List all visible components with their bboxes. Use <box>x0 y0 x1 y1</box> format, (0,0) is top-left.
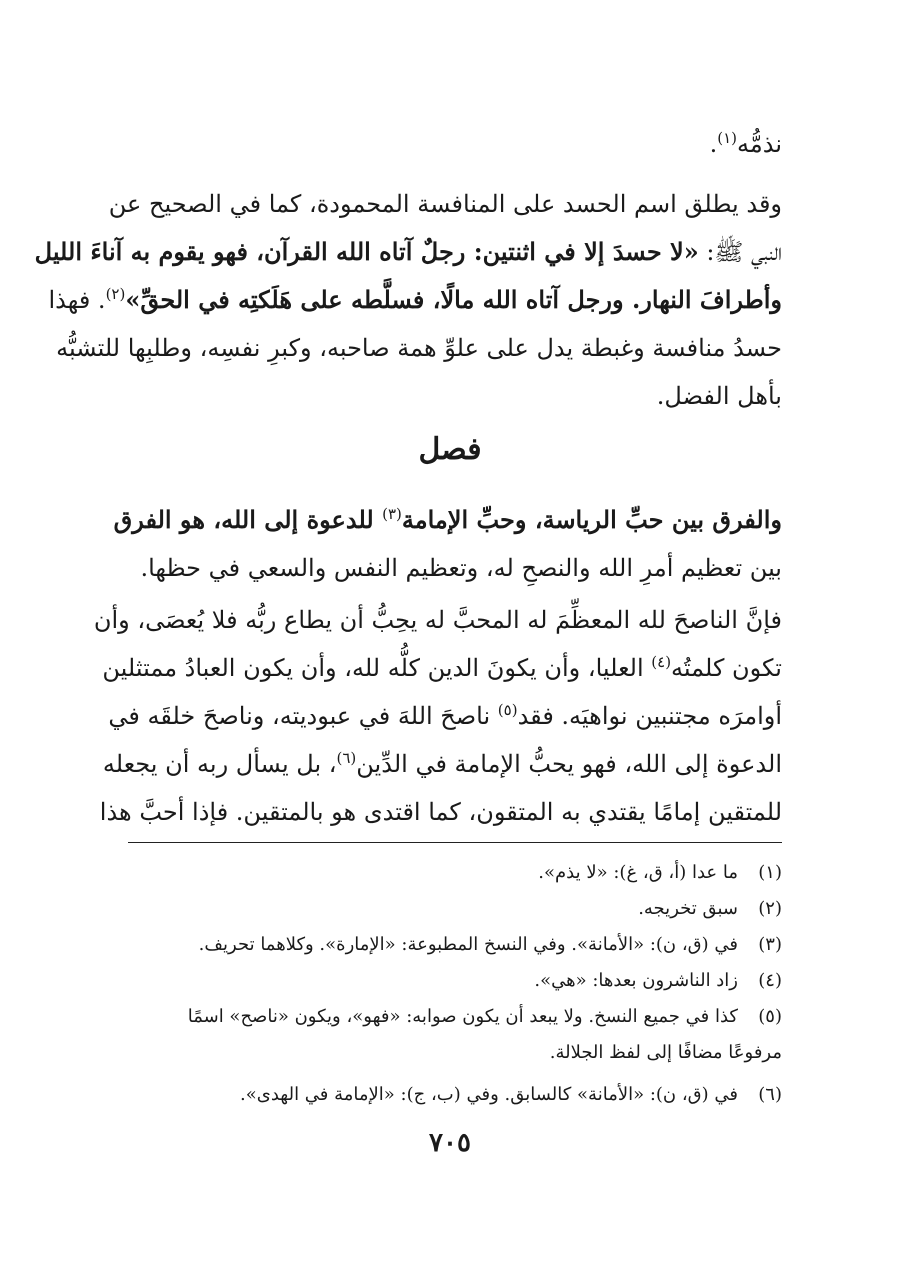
text-line: للمتقين إمامًا يقتدي به المتقون، كما اقتدى هو بالمتقين. فإذا أحبَّ هذا <box>99 798 782 826</box>
text-line: حسدُ منافسة وغبطة يدل على علوِّ همة صاحبه، وكبرِ نفسِه، وطلبِها للتشبُّه <box>56 334 782 362</box>
footnote <box>118 1002 782 1032</box>
hadith-quote: «لا حسدَ إلا في اثنتين: رجلٌ آتاه الله القرآن، فهو يقوم به آناءَ الليل <box>34 237 699 266</box>
footnote-continuation: مرفوعًا مضافًا إلى لفظ الجلالة. <box>549 1042 782 1063</box>
footnote-divider <box>128 842 782 843</box>
footnote-text: في (ق، ن): «الأمانة». وفي النسخ المطبوعة: «الإمارة». وكلاهما تحريف. <box>198 934 738 955</box>
text-run-bold: والفرق بين حبِّ الرياسة، وحبِّ الإمامة <box>401 505 782 534</box>
text-line: وقد يطلق اسم الحسد على المنافسة المحمودة، كما في الصحيح عن <box>108 190 782 218</box>
text-run: أوامرَه مجتنبين نواهيَه. فقد <box>517 702 782 730</box>
text-line: بأهل الفضل. <box>656 382 782 410</box>
footnote-ref[interactable]: (٣) <box>382 505 402 523</box>
footnote <box>118 1080 782 1110</box>
footnote <box>118 930 782 960</box>
footnote-number: (٥) <box>758 1006 782 1027</box>
footnote-number: (٣) <box>758 934 782 955</box>
text-run: تكون كلمتُه <box>671 654 782 682</box>
text-line <box>48 280 782 320</box>
footnote <box>118 858 782 888</box>
section-heading: فصل <box>418 432 482 467</box>
footnote-ref[interactable]: (٦) <box>336 749 357 767</box>
footnote <box>118 966 782 996</box>
text-line <box>102 744 782 784</box>
text-line <box>113 500 782 540</box>
footnote-text: كذا في جميع النسخ. ولا يبعد أن يكون صوابه: «فهو»، ويكون «ناصح» اسمًا <box>187 1006 738 1027</box>
page-number: ٧٠٥ <box>429 1128 471 1158</box>
footnote-text: في (ق، ن): «الأمانة» كالسابق. وفي (ب، ج): «الإمامة في الهدى». <box>240 1084 738 1105</box>
text-line <box>102 648 782 688</box>
footnote-text: زاد الناشرون بعدها: «هي». <box>534 970 738 991</box>
footnote-ref[interactable]: (١) <box>717 129 737 147</box>
text-run: . <box>709 130 718 158</box>
text-line <box>118 124 782 164</box>
footnote-ref[interactable]: (٥) <box>497 701 518 719</box>
footnote-text: سبق تخريجه. <box>638 898 738 919</box>
text-run: العليا، وأن يكونَ الدين كلُّه لله، وأن يكون العبادُ ممتثلين <box>102 654 652 682</box>
text-run: النبي ﷺ: <box>698 238 782 266</box>
footnote-text: ما عدا (أ، ق، غ): «لا يذم». <box>538 862 738 883</box>
footnote-ref[interactable]: (٤) <box>651 653 672 671</box>
hadith-quote: وأطرافَ النهار. ورجل آتاه الله مالًا، فسلَّطه على هَلَكتِه في الحقِّ» <box>125 285 782 314</box>
text-line <box>34 232 782 272</box>
text-run: ناصحَ اللهَ في عبوديته، وناصحَ خلقَه في <box>108 702 498 730</box>
text-line: فإنَّ الناصحَ لله المعظِّمَ له المحبَّ له يحِبُّ أن يطاع ربُّه فلا يُعصَى، وأن <box>93 606 782 634</box>
footnote-number: (١) <box>758 862 782 883</box>
text-line: بين تعظيم أمرِ الله والنصحِ له، وتعظيم النفس والسعي في حظها. <box>140 554 782 582</box>
footnote-number: (٢) <box>758 898 782 919</box>
text-run: الدعوة إلى الله، فهو يحبُّ الإمامة في الدِّين <box>356 750 782 778</box>
footnote-number: (٤) <box>758 970 782 991</box>
text-line <box>108 696 782 736</box>
text-run: نذمُّه <box>737 130 782 158</box>
footnote-ref[interactable]: (٢) <box>105 285 126 303</box>
text-run: . فهذا <box>48 286 106 314</box>
footnote-number: (٦) <box>758 1084 782 1105</box>
text-run-bold: للدعوة إلى الله، هو الفرق <box>113 505 383 534</box>
footnote <box>118 894 782 924</box>
text-run: ، بل يسأل ربه أن يجعله <box>102 750 337 778</box>
